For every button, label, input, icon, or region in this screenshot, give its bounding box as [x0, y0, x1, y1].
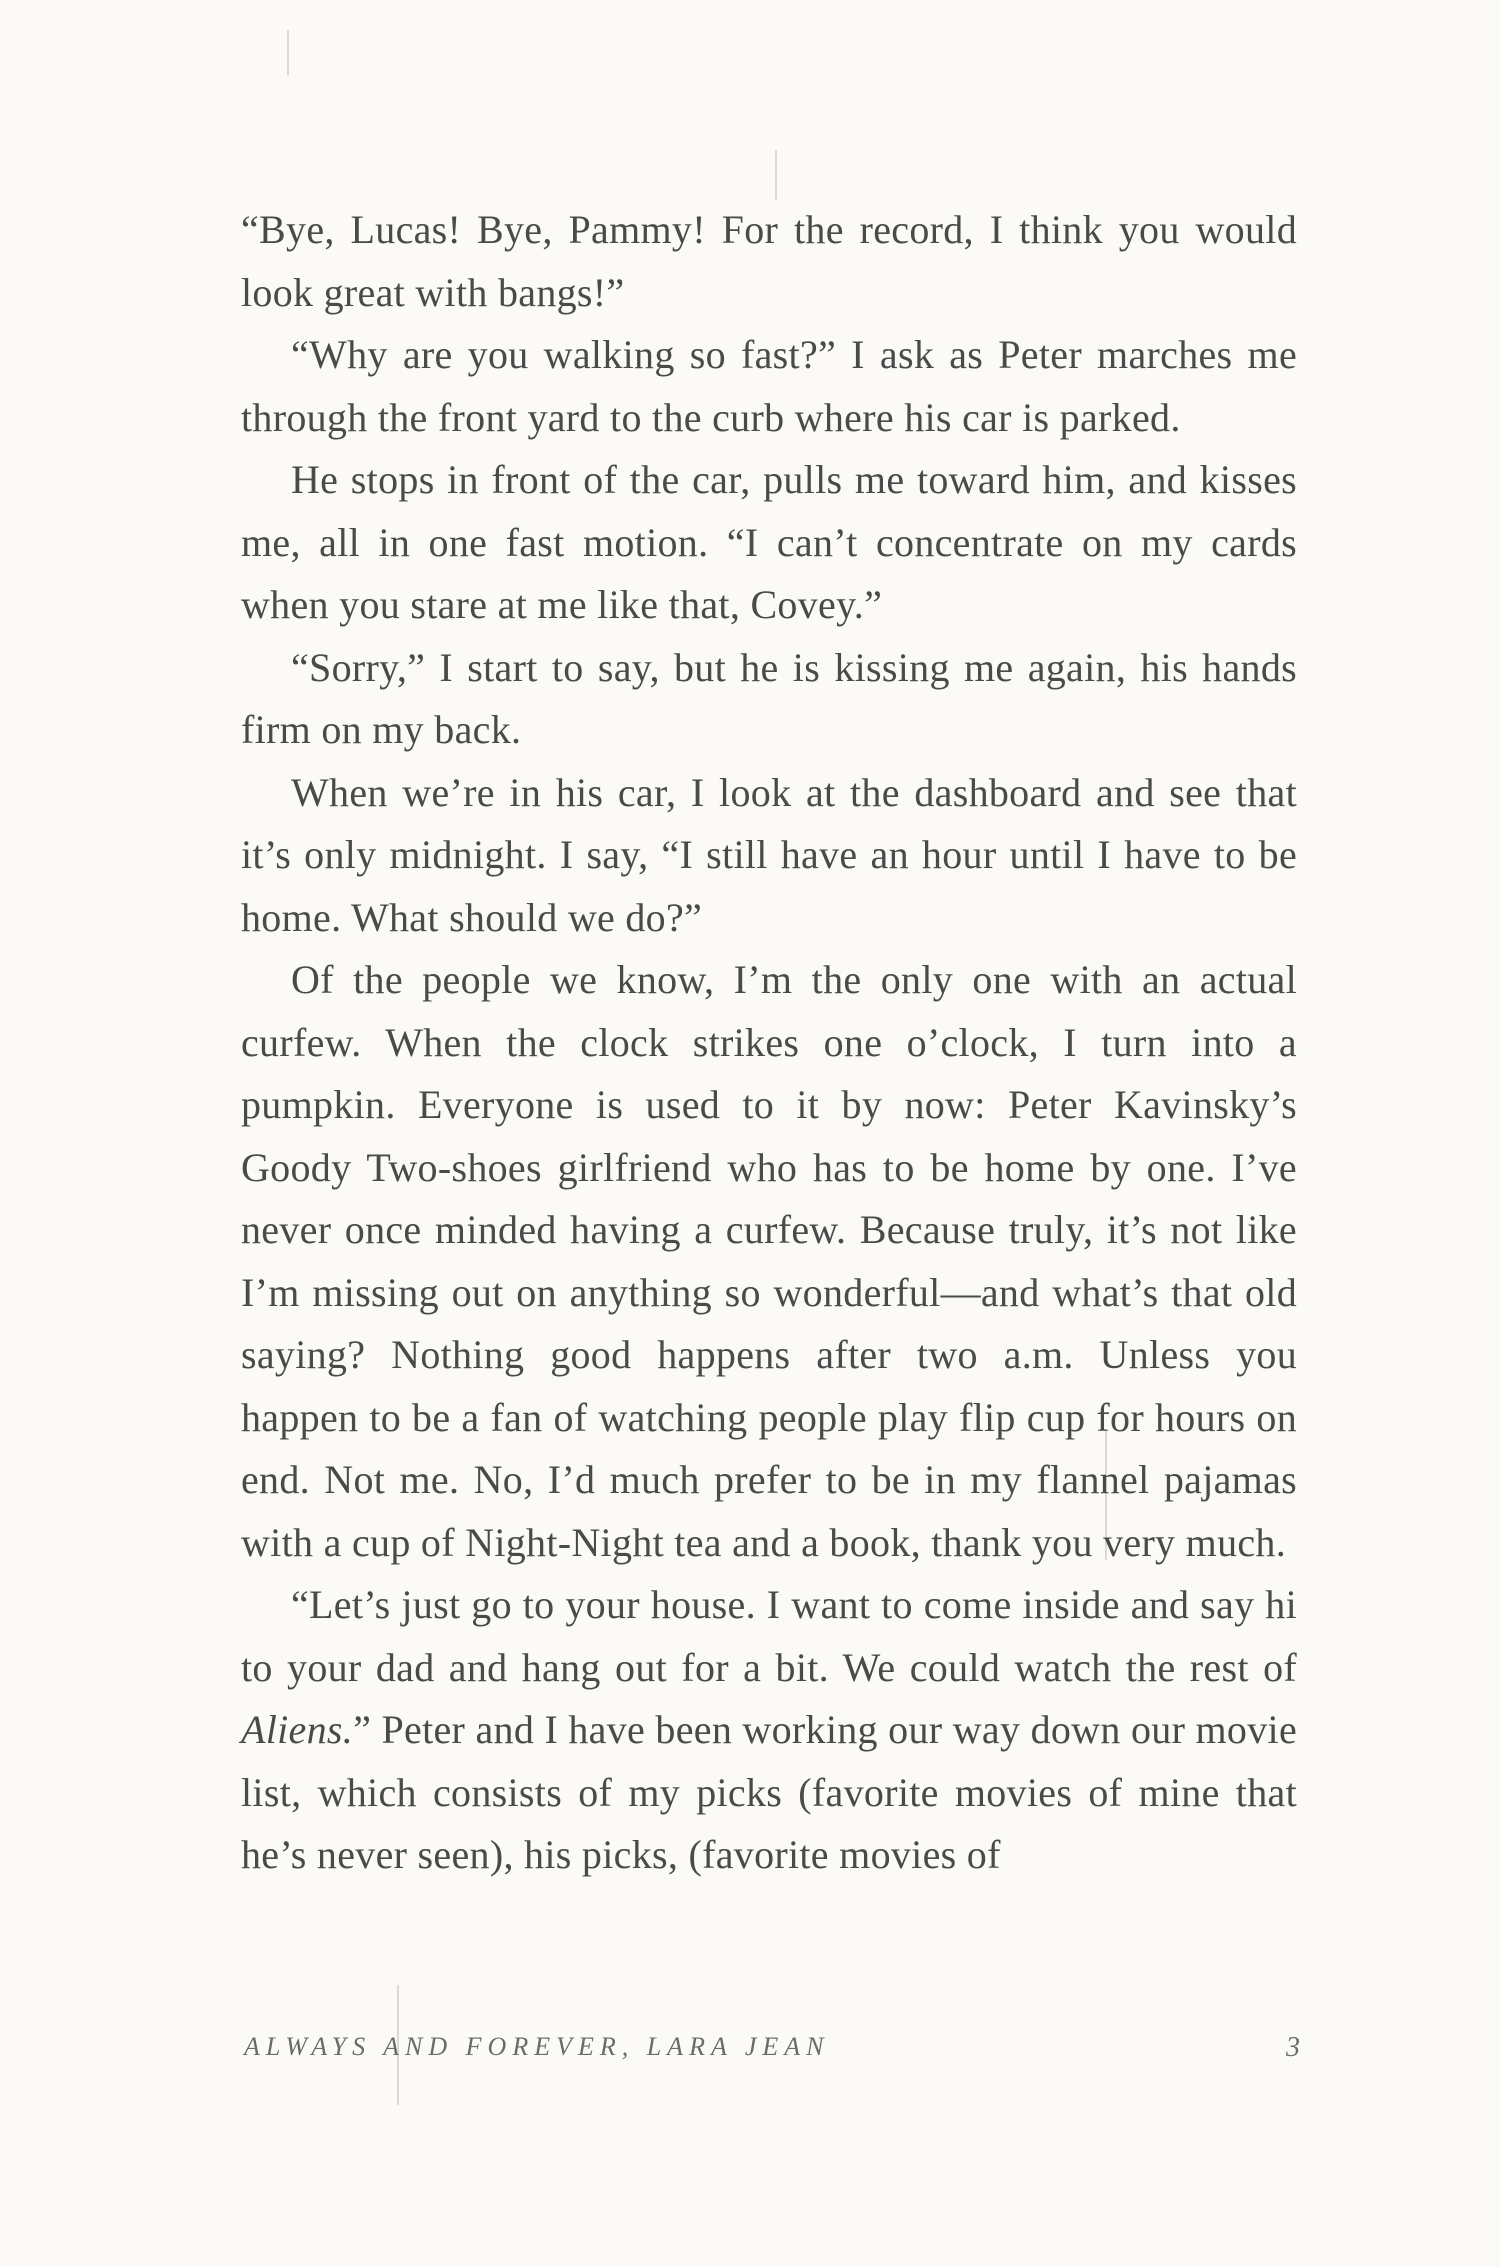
paragraph: He stops in front of the car, pulls me toward him, and kisses me, all in one fast motion. “I can’t concentrate on my cards when you stare at me like that, Covey.” [241, 457, 1297, 627]
paragraph: When we’re in his car, I look at the dashboard and see that it’s only midnight. I say, “I still have an hour until I have to be home. What should we do?” [241, 769, 1297, 940]
page-footer [244, 2032, 1300, 2072]
page-number: 3 [1286, 2032, 1300, 2063]
movie-title: Aliens. [241, 1707, 354, 1752]
scan-artifact-line [287, 30, 289, 75]
paragraph-last [241, 1574, 1297, 1887]
paragraph: “Why are you walking so fast?” I ask as Peter marches me through the front yard to the curb where his car is parked. [241, 332, 1297, 440]
paragraph-text: ” Peter and I have been working our way down our movie list, which consists of my picks (favorite movies of mine that he’s never seen), his picks, (favorite movies of [241, 1707, 1297, 1877]
paragraph: “Sorry,” I start to say, but he is kissing me again, his hands firm on my back. [241, 644, 1297, 752]
paragraph-text: “Let’s just go to your house. I want to come inside and say hi to your dad and hang out for a bit. We could watch the rest of [241, 1582, 1297, 1690]
paragraph: Of the people we know, I’m the only one with an actual curfew. When the clock strikes one o’clock, I turn into a pumpkin. Everyone is used to it by now: Peter Kavinsky’s Goody Two-shoes girlfriend who has to be home by one. I’ve never once minded having a curfew. Because truly, it’s not like I’m missing out on anything so wonderful—and what’s that old saying? Nothing good happens after two a.m. Unless you happen to be a fan of watching people play flip cup for hours on end. Not me. No, I’d much prefer to be in my flannel pajamas with a cup of Night-Night tea and a book, thank you very much. [241, 957, 1297, 1565]
scan-artifact-line [775, 150, 777, 200]
paragraph: “Bye, Lucas! Bye, Pammy! For the record, I think you would look great with bangs!” [241, 207, 1297, 315]
running-head: ALWAYS AND FOREVER, LARA JEAN [244, 2032, 830, 2061]
body-text [241, 199, 1297, 1887]
